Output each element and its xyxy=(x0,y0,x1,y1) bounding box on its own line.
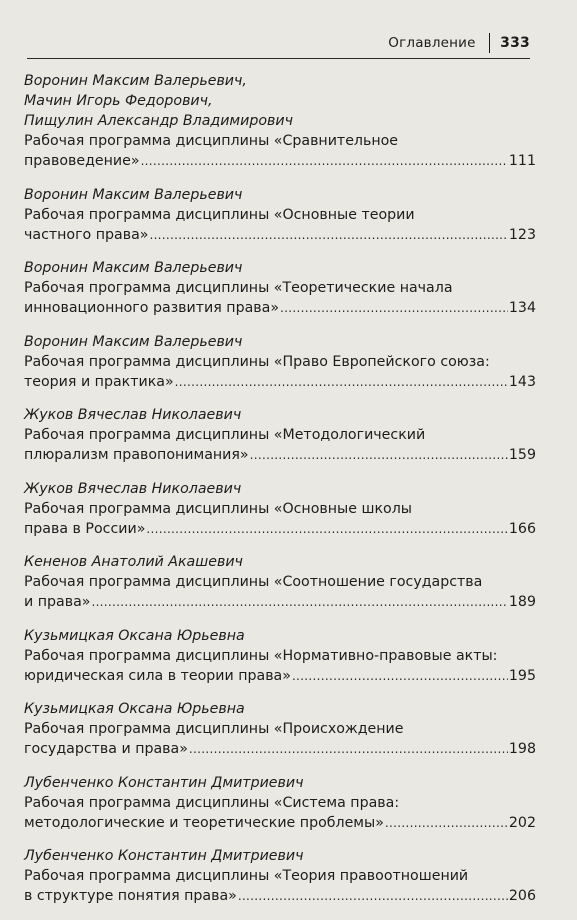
toc-entry-title-line: Рабочая программа дисциплины «Теоретические начала xyxy=(24,280,453,296)
dot-leader xyxy=(292,666,508,686)
toc-entry-page-number: 189 xyxy=(508,594,536,610)
toc-entry-title-last-line xyxy=(24,372,536,392)
toc-entry-author: Лубенченко Константин Дмитриевич xyxy=(24,848,304,864)
toc-entry-title-last-line xyxy=(24,225,536,245)
page-number: 333 xyxy=(500,35,530,51)
dot-leader xyxy=(250,445,508,465)
dot-leader xyxy=(385,813,508,833)
toc-entry-page-number: 134 xyxy=(508,300,536,316)
toc-entry-page-number: 195 xyxy=(508,667,536,684)
toc-entry-page-number: 159 xyxy=(508,447,536,463)
toc-entry-title-last-line xyxy=(24,298,536,318)
toc-entry-title-end: плюрализм правопонимания» xyxy=(24,447,249,463)
toc-entry xyxy=(24,258,536,318)
toc-entry-page-number: 123 xyxy=(508,226,536,243)
toc-entry-title-line: Рабочая программа дисциплины «Теория правоотношений xyxy=(24,868,469,884)
toc-entry-author: Мачин Игорь Федорович, xyxy=(24,93,213,109)
toc-entry-author: Кузьмицкая Оксана Юрьевна xyxy=(24,627,245,644)
toc-entry-title-end: и права» xyxy=(24,594,91,610)
toc-entry-title-last-line xyxy=(24,519,536,539)
toc-entry-title-last-line xyxy=(24,445,536,465)
toc-entry-title-end: методологические и теоретические проблемы» xyxy=(24,814,384,831)
toc-entry xyxy=(24,185,536,245)
header-rule xyxy=(27,58,530,59)
toc-entry xyxy=(24,846,536,906)
toc-entry-title-line: Рабочая программа дисциплины «Сравнительное xyxy=(24,133,399,149)
toc-entry-title-end: частного права» xyxy=(24,226,149,243)
running-header xyxy=(0,32,530,54)
toc-entry-title-end: в структуре понятия права» xyxy=(24,888,237,904)
toc-entry-title-end: государства и права» xyxy=(24,741,188,757)
toc-entry-title-last-line xyxy=(24,739,536,759)
dot-leader xyxy=(280,298,508,318)
toc-entry-author: Лубенченко Константин Дмитриевич xyxy=(24,774,304,791)
dot-leader xyxy=(238,886,508,906)
toc-entry-page-number: 202 xyxy=(508,814,536,831)
toc-entry-title-end: инновационного развития права» xyxy=(24,300,280,316)
toc-entry-title-line: Рабочая программа дисциплины «Право Европейского союза: xyxy=(24,353,490,370)
dot-leader xyxy=(146,519,508,539)
toc-entry-author: Жуков Вячеслав Николаевич xyxy=(24,480,242,497)
section-title: Оглавление xyxy=(388,35,476,51)
toc-entry-page-number: 143 xyxy=(508,373,536,390)
toc-entry xyxy=(24,773,536,833)
toc-entry-title-line: Рабочая программа дисциплины «Основные теории xyxy=(24,206,415,223)
toc-entry xyxy=(24,699,536,759)
toc-entry xyxy=(24,332,536,392)
toc-entry-author: Воронин Максим Валерьевич xyxy=(24,260,243,276)
toc-entry xyxy=(24,479,536,539)
dot-leader xyxy=(189,739,508,759)
dot-leader xyxy=(175,372,508,392)
toc-entry-title-end: правоведение» xyxy=(24,153,140,169)
toc-entry-author: Кененов Анатолий Акашевич xyxy=(24,554,243,570)
table-of-contents xyxy=(24,71,536,920)
toc-entry-author: Воронин Максим Валерьевич, xyxy=(24,73,247,89)
toc-entry-title-line: Рабочая программа дисциплины «Основные школы xyxy=(24,500,412,517)
toc-entry-title-last-line xyxy=(24,592,536,612)
header-separator xyxy=(489,33,491,53)
toc-entry xyxy=(24,552,536,612)
toc-entry-title-end: теория и практика» xyxy=(24,373,174,390)
toc-entry-title-last-line xyxy=(24,813,536,833)
toc-entry-title-end: права в России» xyxy=(24,520,146,537)
toc-entry-title-line: Рабочая программа дисциплины «Нормативно-правовые акты: xyxy=(24,647,498,664)
dot-leader xyxy=(141,151,508,171)
toc-entry-title-line: Рабочая программа дисциплины «Соотношение государства xyxy=(24,574,483,590)
toc-entry-title-last-line xyxy=(24,151,536,171)
toc-entry-title-last-line xyxy=(24,886,536,906)
toc-entry xyxy=(24,405,536,465)
toc-entry-page-number: 111 xyxy=(508,153,536,169)
toc-entry-author: Жуков Вячеслав Николаевич xyxy=(24,407,242,423)
toc-entry-title-last-line xyxy=(24,666,536,686)
toc-entry-title-line: Рабочая программа дисциплины «Происхождение xyxy=(24,721,404,737)
dot-leader xyxy=(91,592,507,612)
dot-leader xyxy=(149,225,507,245)
toc-entry-page-number: 166 xyxy=(508,520,536,537)
toc-entry-title-line: Рабочая программа дисциплины «Методологический xyxy=(24,427,426,443)
toc-entry-page-number: 206 xyxy=(508,888,536,904)
toc-entry-title-line: Рабочая программа дисциплины «Система права: xyxy=(24,794,400,811)
toc-entry-author: Кузьмицкая Оксана Юрьевна xyxy=(24,701,245,717)
toc-entry xyxy=(24,71,536,171)
toc-entry-title-end: юридическая сила в теории права» xyxy=(24,667,291,684)
toc-entry-author: Пищулин Александр Владимирович xyxy=(24,113,293,129)
toc-entry-page-number: 198 xyxy=(508,741,536,757)
toc-entry xyxy=(24,626,536,686)
toc-entry-author: Воронин Максим Валерьевич xyxy=(24,186,243,203)
toc-entry-author: Воронин Максим Валерьевич xyxy=(24,333,243,350)
